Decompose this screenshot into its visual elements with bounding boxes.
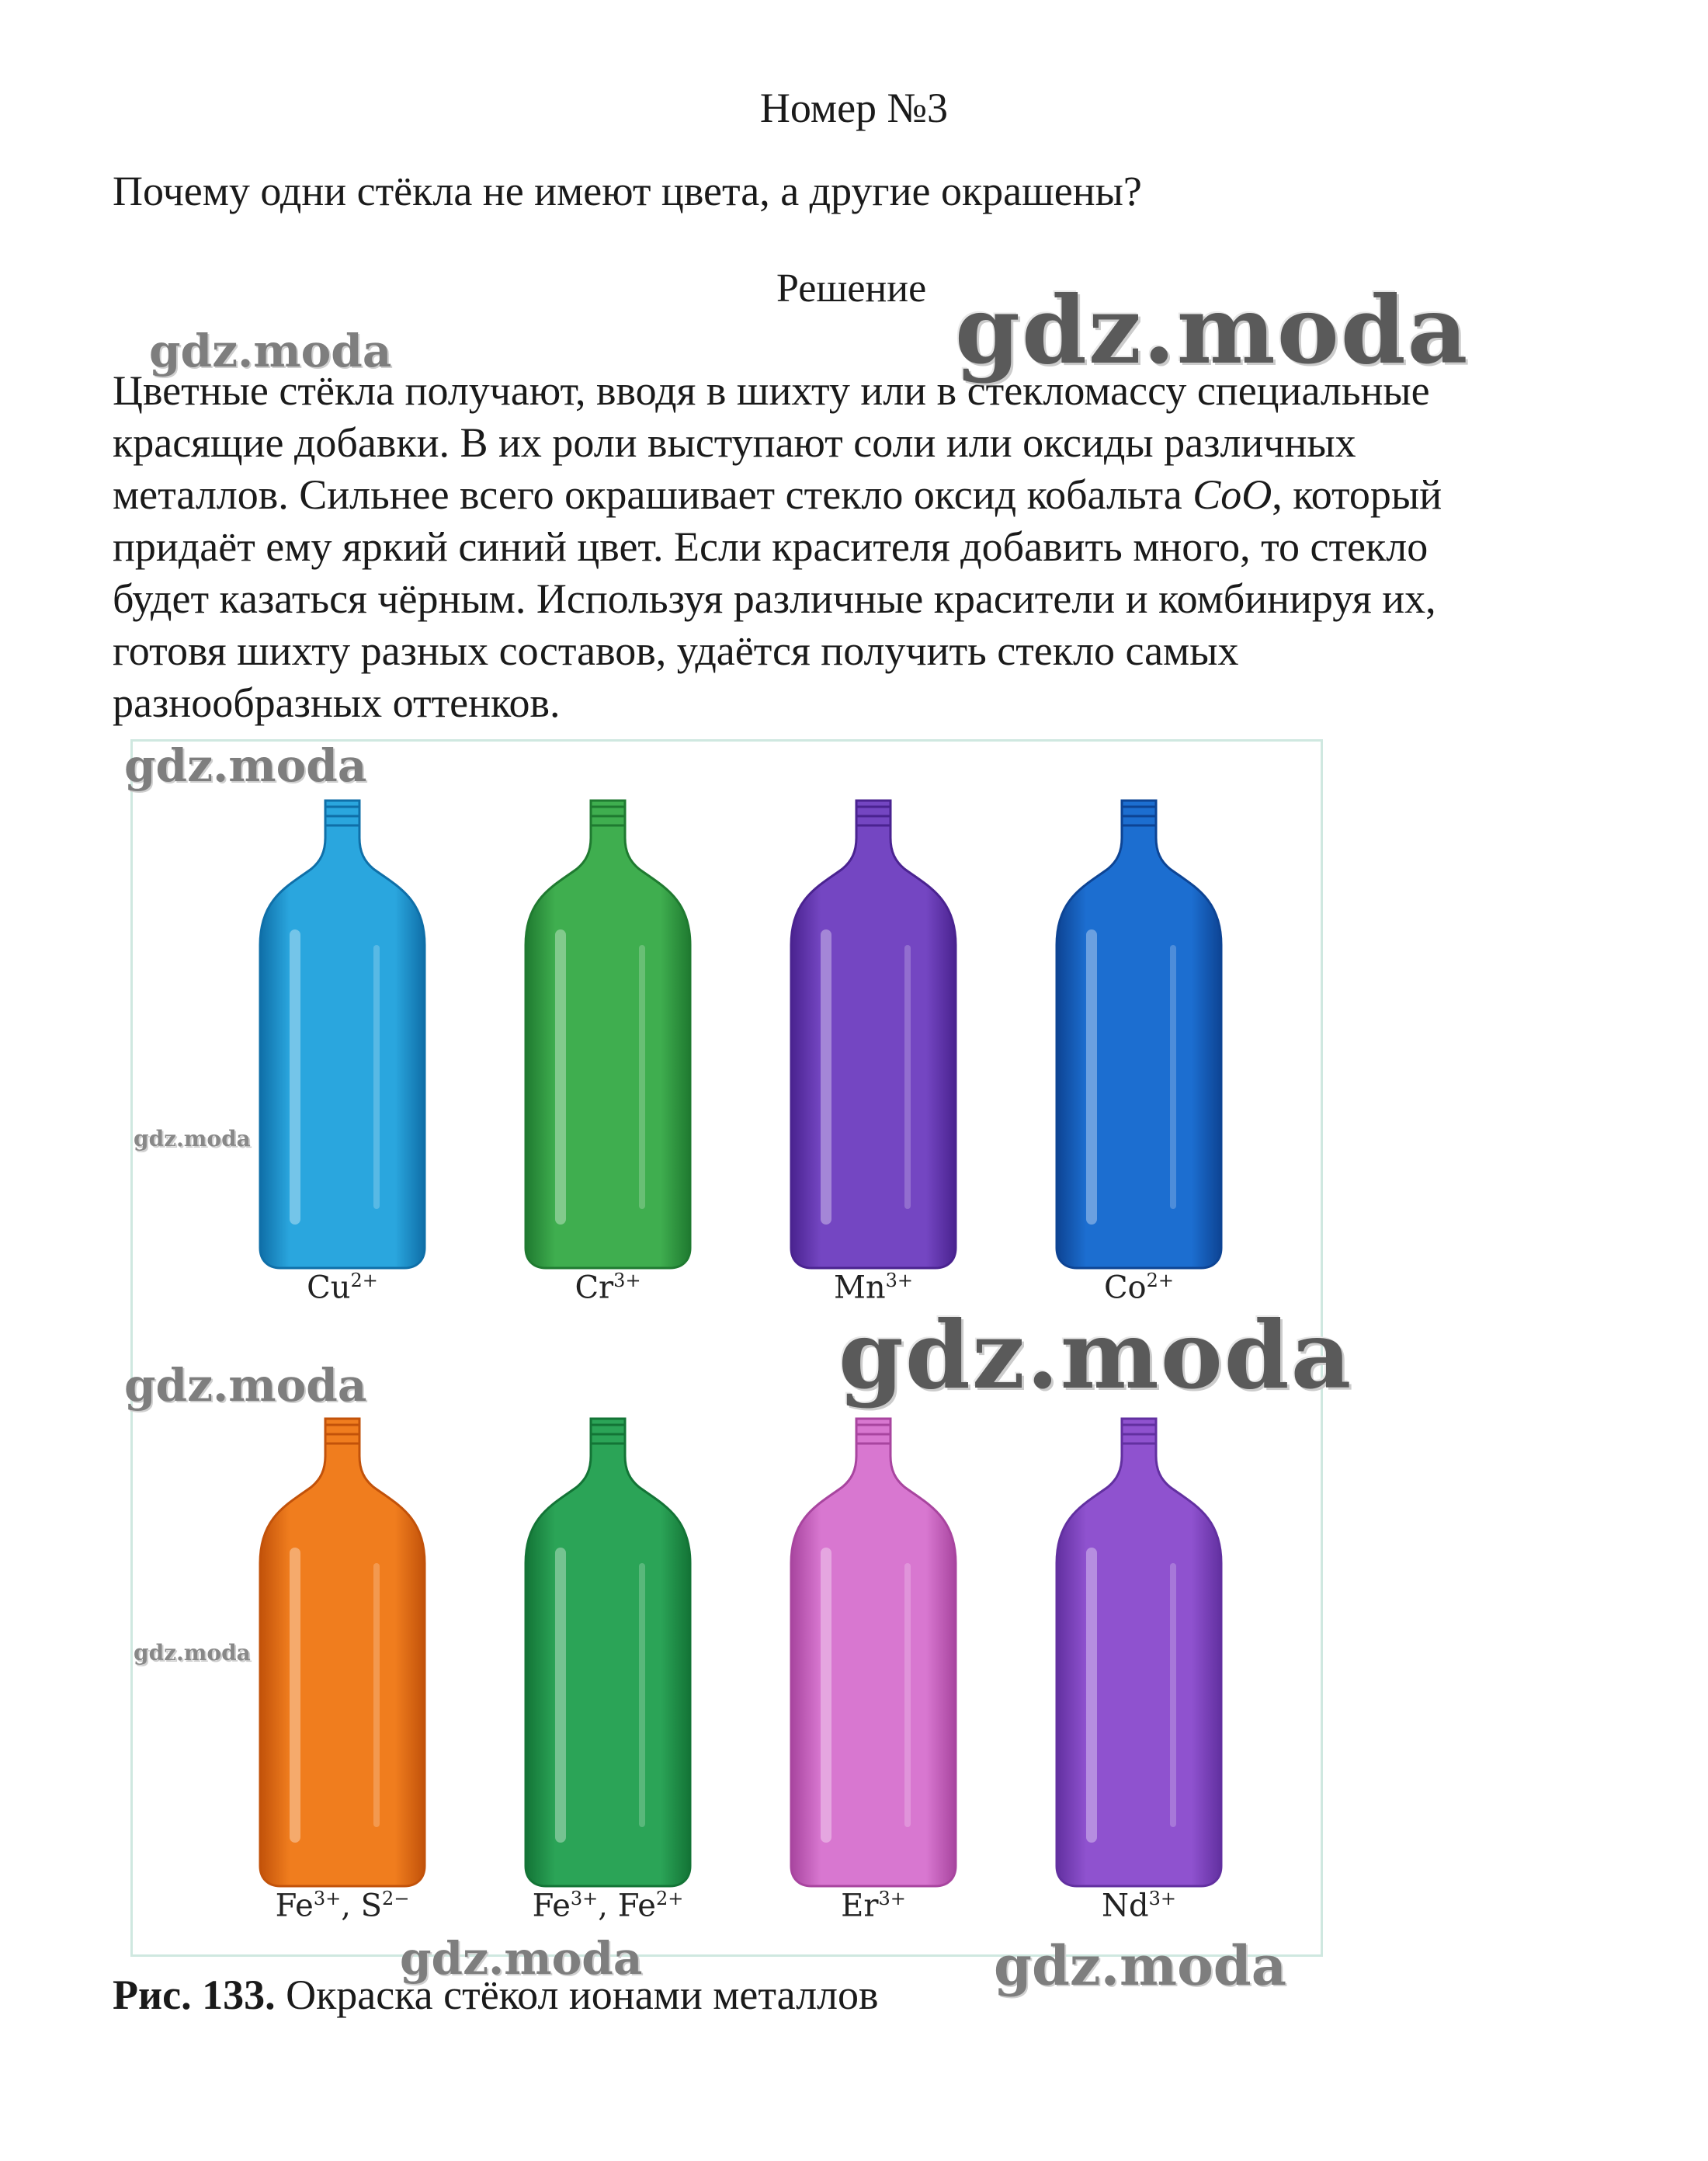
answer-line: разнообразных оттенков. [113,679,561,726]
bottle-graphic [241,1408,443,1889]
figure-number: Рис. 133. [113,1972,276,2018]
glass-bottle [1038,1408,1240,1889]
ion-charge: 3+ [613,1270,641,1291]
answer-line: придаёт ему яркий синий цвет. Если красителя добавить много, то стекло [113,523,1429,570]
ion-charge: 3+ [878,1888,906,1909]
ion-symbol: Fe [532,1888,571,1924]
bottle-body [791,801,956,1268]
ion-label [757,1888,990,1923]
watermark: gdz.moda [124,1359,367,1412]
ion-label [226,1888,459,1923]
answer-line-part: , который [1272,471,1442,518]
ion-charge: 3+ [313,1888,342,1909]
bottle-graphic [1038,1408,1240,1889]
watermark: gdz.moda [994,1933,1287,1998]
bottle-graphic [772,1408,974,1889]
ion-symbol: S [360,1888,383,1924]
ion-separator: , [341,1888,361,1924]
bottle-body [1057,1419,1221,1886]
watermark: gdz.moda [149,325,392,377]
ion-label [491,1270,724,1305]
page-title: Номер №3 [759,85,949,131]
ion-charge: 2− [382,1888,410,1909]
bottle-highlight [904,1563,911,1827]
watermark: gdz.moda [838,1301,1353,1410]
bottle-body [526,801,690,1268]
bottle-highlight [821,1548,831,1843]
bottle-graphic [507,1408,709,1889]
bottle-highlight [1086,1548,1097,1843]
glass-bottle [772,790,974,1271]
glass-bottle [507,1408,709,1889]
ion-charge: 2+ [350,1270,378,1291]
ion-symbol: Er [841,1888,879,1924]
ion-separator: , [598,1888,618,1924]
bottle-highlight [290,929,300,1225]
bottle-body [260,1419,425,1886]
glass-bottle [241,790,443,1271]
watermark: gdz.moda [134,1640,251,1666]
ion-symbol: Mn [833,1270,886,1306]
question-text: Почему одни стёкла не имеют цвета, а другие окрашены? [113,168,1142,214]
answer-line [113,469,1619,521]
ion-charge: 3+ [1148,1888,1176,1909]
bottle-highlight [639,1563,645,1827]
bottle-highlight [555,1548,566,1843]
glass-bottle [507,790,709,1271]
bottle-graphic [1038,790,1240,1271]
glass-bottle [241,1408,443,1889]
ion-label [226,1270,459,1305]
bottle-highlight [639,945,645,1209]
ion-charge: 2+ [1146,1270,1175,1291]
bottle-highlight [1170,945,1176,1209]
answer-line: Цветные стёкла получают, вводя в шихту или в стекломассу специальные [113,367,1430,414]
ion-symbol: Cu [307,1270,351,1306]
bottle-body [1057,801,1221,1268]
bottle-body [260,801,425,1268]
ion-label [1022,1888,1255,1923]
bottle-highlight [1086,929,1097,1225]
answer-line: красящие добавки. В их роли выступают соли или оксиды различных [113,419,1356,466]
ion-charge: 3+ [570,1888,599,1909]
bottle-body [791,1419,956,1886]
watermark: gdz.moda [134,1126,251,1152]
ion-symbol: Fe [617,1888,656,1924]
bottle-highlight [373,1563,380,1827]
bottle-highlight [373,945,380,1209]
ion-symbol: Fe [275,1888,314,1924]
watermark: gdz.moda [400,1932,643,1985]
bottle-highlight [290,1548,300,1843]
answer-paragraph [113,365,1619,729]
ion-symbol: Co [1103,1270,1147,1306]
bottle-highlight [1170,1563,1176,1827]
glass-bottle [1038,790,1240,1271]
ion-symbol: Cr [575,1270,614,1306]
answer-line: будет казаться чёрным. Используя различные красители и комбинируя их, [113,575,1436,622]
watermark: gdz.moda [955,276,1470,385]
ion-charge: 2+ [655,1888,684,1909]
answer-line-part: металлов. Сильнее всего окрашивает стекло оксид кобальта [113,471,1193,518]
bottle-highlight [821,929,831,1225]
bottle-graphic [772,790,974,1271]
ion-charge: 3+ [885,1270,914,1291]
watermark: gdz.moda [124,739,367,792]
glass-bottle [772,1408,974,1889]
bottle-highlight [555,929,566,1225]
bottle-highlight [904,945,911,1209]
ion-label [491,1888,724,1923]
solution-heading: Решение [776,266,927,311]
answer-line: готовя шихту разных составов, удаётся получить стекло самых [113,627,1239,674]
ion-symbol: Nd [1102,1888,1149,1924]
bottle-body [526,1419,690,1886]
cobalt-oxide-formula: CoO [1192,471,1272,518]
bottle-graphic [507,790,709,1271]
figure-caption-text: Окраска стёкол ионами металлов [275,1972,879,2018]
bottle-graphic [241,790,443,1271]
